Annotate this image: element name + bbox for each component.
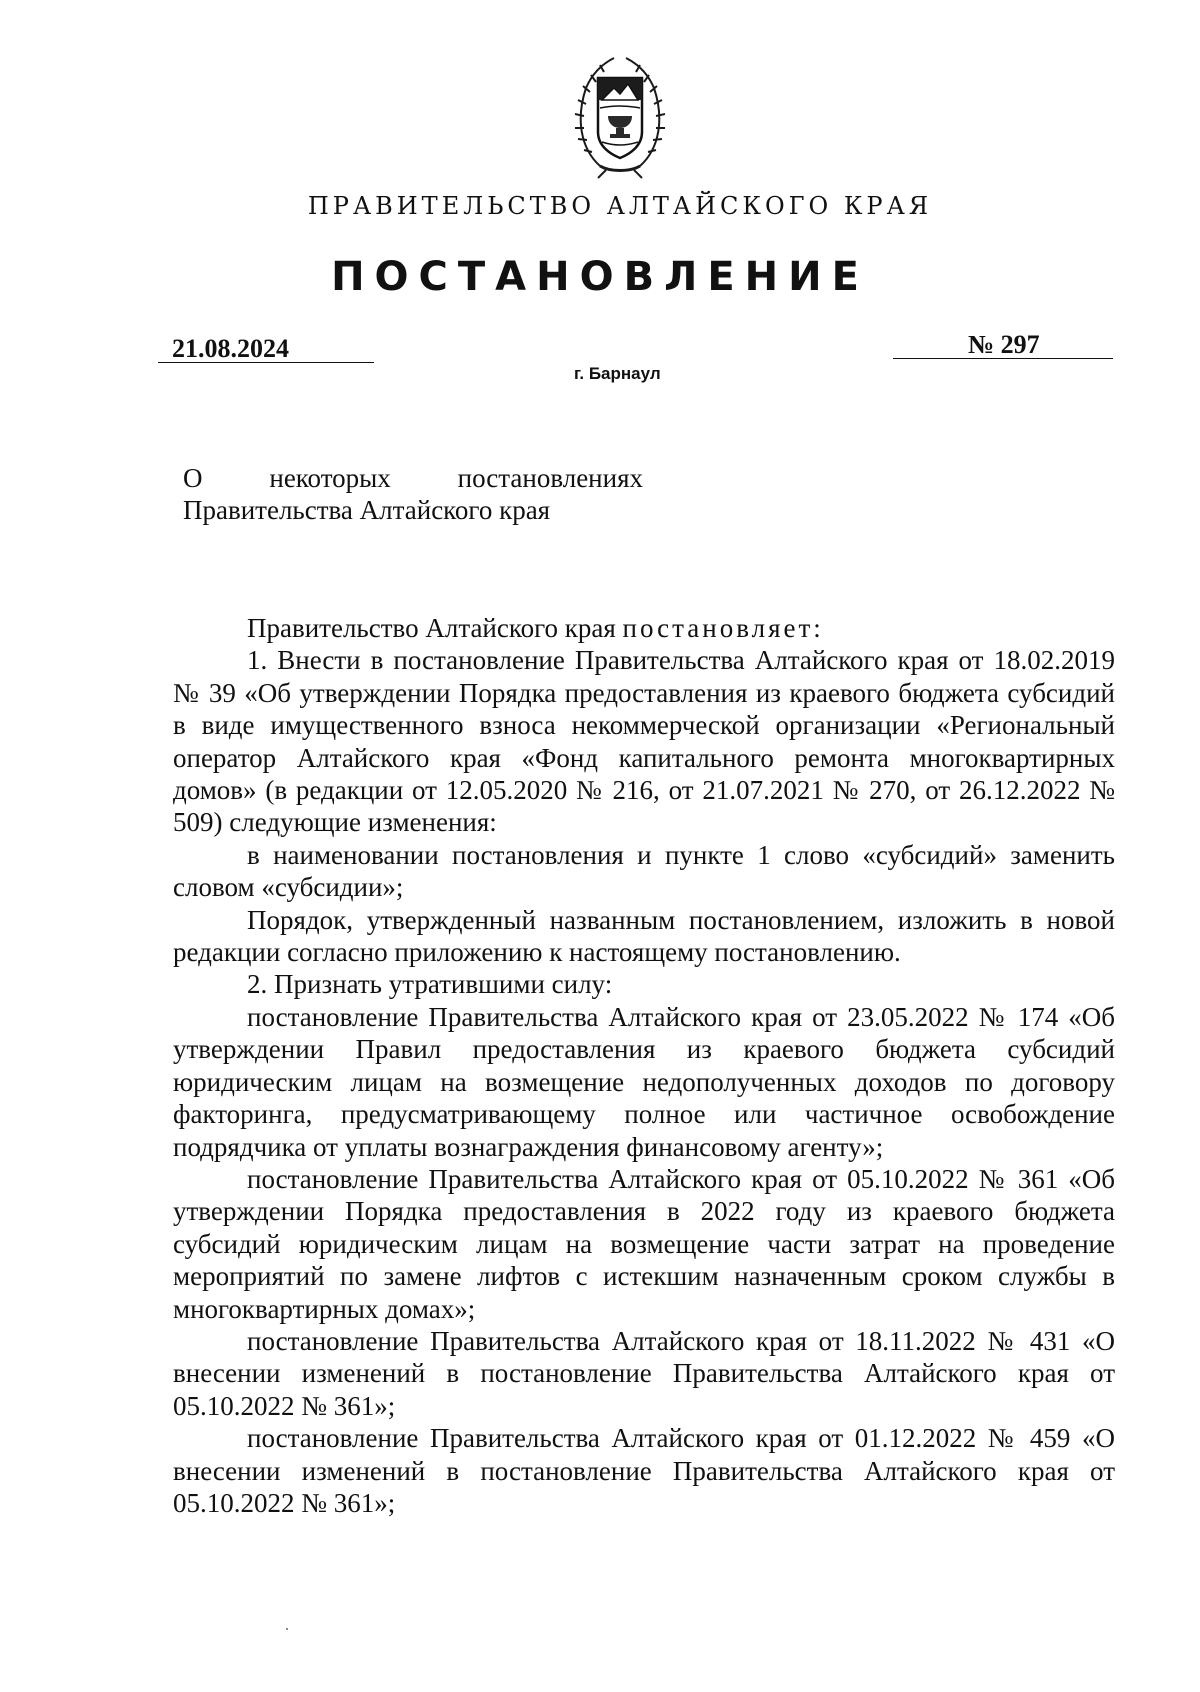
paragraph: 2. Признать утратившими силу: — [247, 969, 613, 1000]
document-date: 21.08.2024 — [172, 334, 289, 363]
paragraph: 1. Внести в постановление Правительства Алтайского края от 18.02.2019 № 39 «Об утверждении Порядка предоставления из краевого бюджета субсидий в виде имущественного взноса некоммерческой организации «Региональный оператор Алтайского края «Фонд капитального ремонта многоквартирных домов» (в редакции от 12.05.2020 № 216, от 21.07.2021 № 270, от 26.12.2022 № 509) следующие изменения: — [173, 645, 1115, 838]
document-body — [173, 612, 1115, 1519]
document-number: № 297 — [968, 330, 1040, 359]
paragraph: постановление Правительства Алтайского края от 01.12.2022 № 459 «О внесении изменений в постановление Правительства Алтайского края от 05.10.2022 № 361»; — [173, 1423, 1115, 1518]
document-subject — [183, 462, 643, 526]
paragraph: в наименовании постановления и пункте 1 слово «субсидий» заменить словом «субсидии»; — [173, 839, 1115, 903]
subject-line-1: О некоторых постановлениях — [183, 463, 643, 493]
paragraph: постановление Правительства Алтайского края от 05.10.2022 № 361 «Об утверждении Порядка предоставления в 2022 году из краевого бюджета субсидий юридическим лицам на возмещение части затрат на проведение мероприятий по замене лифтов с истекшим назначенным сроком службы в многоквартирных домах»; — [173, 1163, 1115, 1324]
city-label: г. Барнаул — [574, 364, 661, 383]
paragraph: постановление Правительства Алтайского края от 23.05.2022 № 174 «Об утверждении Правил предоставления из краевого бюджета субсидий юридическим лицам на возмещение недополученных доходов по договору факторинга, предусматривающему полное или частичное освобождение подрядчика от уплаты вознаграждения финансовому агенту»; — [173, 1001, 1115, 1162]
scan-speck — [286, 1628, 288, 1630]
date-underline — [158, 362, 374, 363]
preamble — [173, 612, 1115, 644]
number-underline — [893, 358, 1113, 359]
preamble-end: : — [813, 613, 821, 643]
coat-of-arms-icon — [570, 48, 670, 180]
paragraph: постановление Правительства Алтайского края от 18.11.2022 № 431 «О внесении изменений в постановление Правительства Алтайского края от 05.10.2022 № 361»; — [173, 1325, 1115, 1421]
preamble-verb: постановляет — [622, 613, 814, 643]
organization-title: ПРАВИТЕЛЬСТВО АЛТАЙСКОГО КРАЯ — [307, 192, 933, 220]
paragraph: Порядок, утвержденный названным постановлением, изложить в новой редакции согласно приложению к настоящему постановлению. — [173, 904, 1115, 968]
preamble-start: Правительство Алтайского края — [247, 613, 623, 643]
document-type: ПОСТАНОВЛЕНИЕ — [331, 254, 869, 300]
subject-line-2: Правительства Алтайского края — [183, 495, 551, 525]
